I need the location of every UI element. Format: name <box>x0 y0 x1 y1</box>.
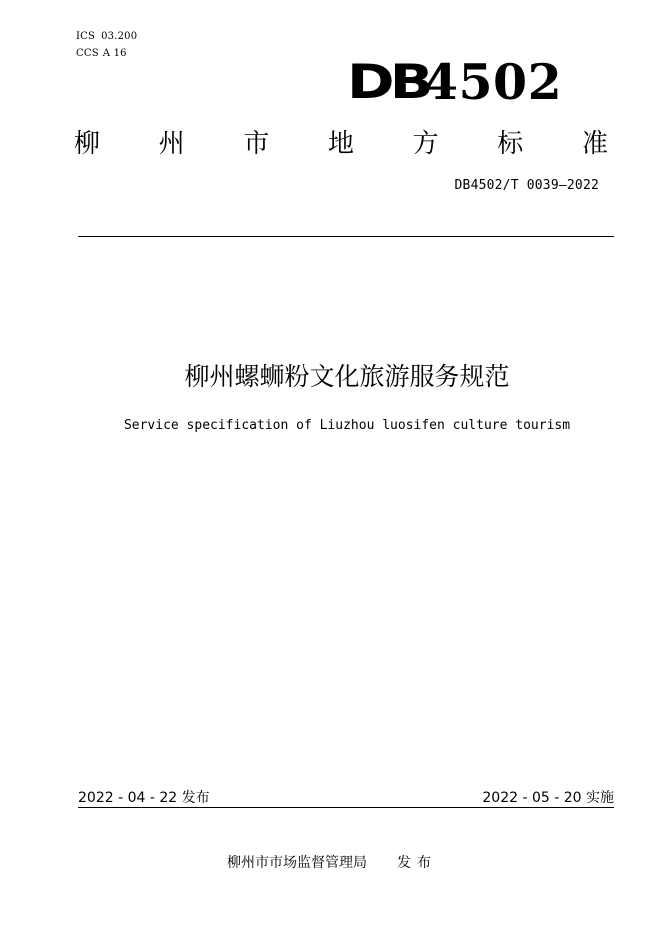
ics-code: 03.200 <box>101 31 138 42</box>
standard-title-char: 方 <box>412 129 439 159</box>
standard-title-char: 市 <box>243 129 270 159</box>
ccs-classification <box>76 48 127 59</box>
ics-classification <box>76 31 137 42</box>
standard-number: DB4502/T 0039—2022 <box>454 178 599 193</box>
issuing-authority <box>227 853 437 873</box>
document-title-english: Service specification of Liuzhou luosifen culture tourism <box>123 418 571 433</box>
issuer-name: 柳州市市场监督管理局 <box>227 855 367 871</box>
standard-category-title <box>74 124 608 164</box>
standard-title-char: 州 <box>158 129 185 159</box>
footer-divider <box>78 807 614 808</box>
db-region-number: 4502 <box>423 52 563 111</box>
standard-title-char: 标 <box>497 129 524 159</box>
ics-label: ICS <box>76 31 96 42</box>
standard-title-char: 地 <box>327 129 354 159</box>
header-divider <box>78 236 614 237</box>
standard-title-char: 准 <box>581 129 608 159</box>
ccs-label: CCS <box>76 48 99 59</box>
standard-title-char: 柳 <box>74 129 101 159</box>
ccs-code: A 16 <box>102 48 127 59</box>
issue-date: 2022 - 04 - 22 发布 <box>78 790 210 806</box>
db-logo-letters: DB <box>347 54 429 110</box>
document-title-chinese: 柳州螺蛳粉文化旅游服务规范 <box>184 362 510 391</box>
db-standard-mark <box>347 53 562 111</box>
issuer-action: 发布 <box>397 855 437 871</box>
implementation-date: 2022 - 05 - 20 实施 <box>482 790 614 806</box>
